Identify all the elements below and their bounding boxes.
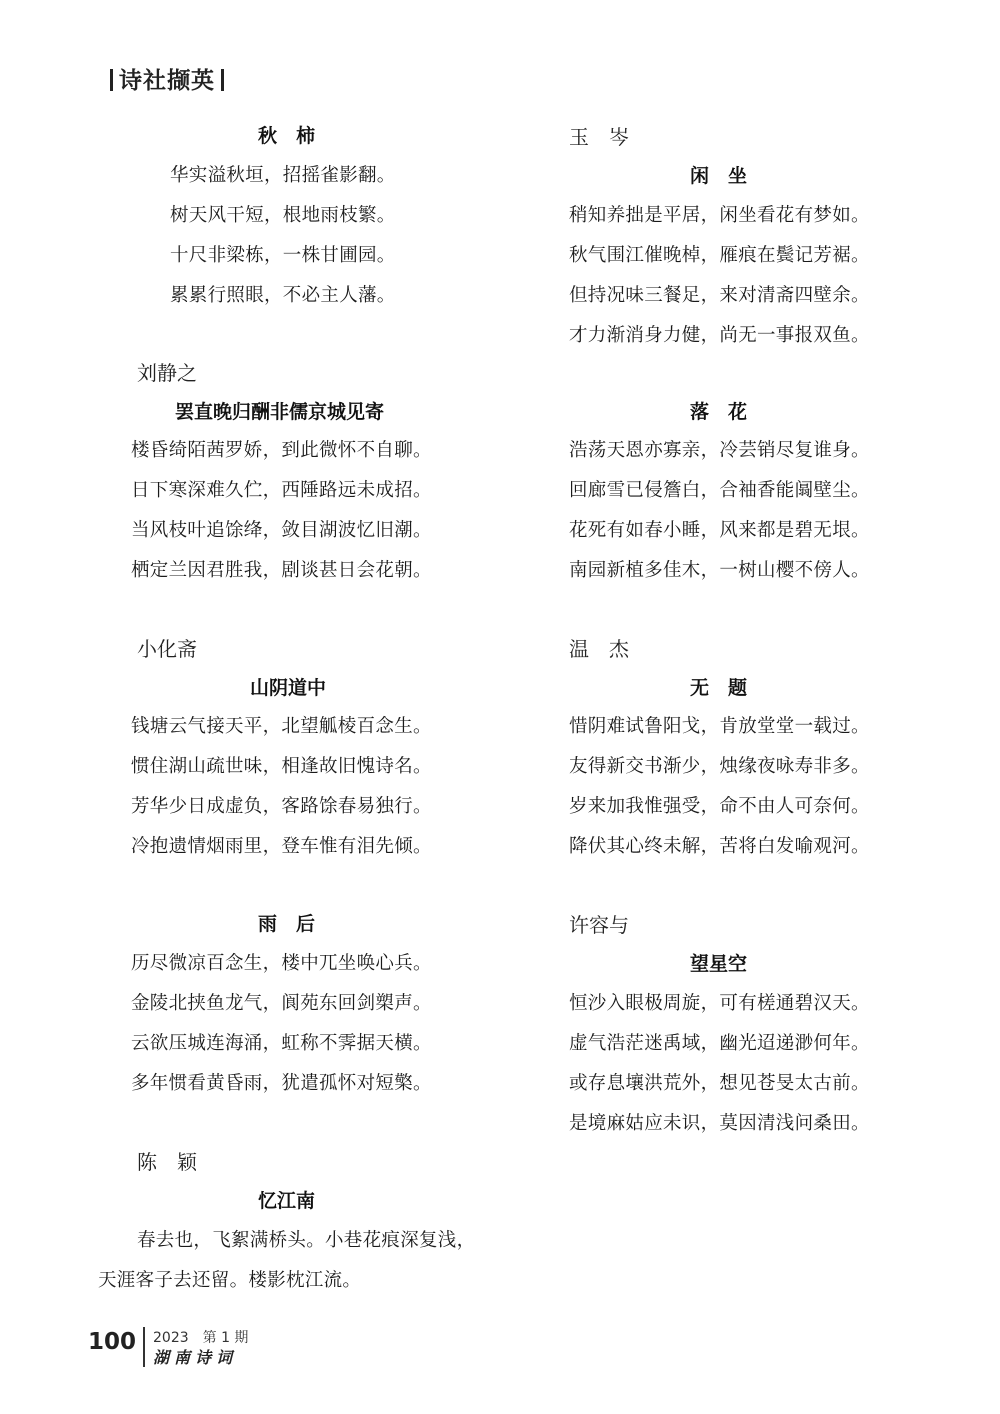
poem-title: 秋 柿 — [258, 125, 316, 147]
poem-line: 浩荡天恩亦寡亲，冷芸销尽复谁身。 — [569, 440, 870, 461]
poem-title: 罢直晚归酬非儒京城见寄 — [175, 401, 385, 423]
poem-author: 许容与 — [569, 913, 629, 937]
poem-title: 忆江南 — [258, 1190, 316, 1212]
poem-author: 温 杰 — [569, 637, 629, 661]
poem-line: 春去也，飞絮满桥头。小巷花痕深复浅， — [137, 1230, 476, 1251]
poem-line: 惯住湖山疏世味，相逢故旧愧诗名。 — [131, 756, 432, 777]
poem-line: 才力渐消身力健，尚无一事报双鱼。 — [569, 325, 870, 346]
poem-line: 楼昏绮陌茜罗娇，到此微怀不自聊。 — [131, 440, 432, 461]
poem-title: 山阴道中 — [250, 677, 327, 699]
poem-line: 或存息壤洪荒外，想见苍旻太古前。 — [569, 1073, 870, 1094]
section-title: 诗社撷英 — [119, 68, 215, 94]
poem-line: 栖定兰因君胜我，剧谈甚日会花朝。 — [131, 560, 432, 581]
poem-title: 望星空 — [690, 953, 748, 975]
poem-author: 陈 颖 — [137, 1150, 197, 1174]
poem-title: 雨 后 — [258, 913, 316, 935]
poem-line: 是境麻姑应未识，莫因清浅问桑田。 — [569, 1113, 870, 1134]
poem-line: 岁来加我惟强受，命不由人可奈何。 — [569, 796, 870, 817]
poem-line: 花死有如春小睡，风来都是碧无垠。 — [569, 520, 870, 541]
issue-label: 2023 第 1 期 — [153, 1330, 249, 1346]
poem-line: 但持况味三餐足，来对清斋四壁余。 — [569, 285, 870, 306]
footer-divider — [143, 1327, 145, 1367]
poem-title: 落 花 — [690, 401, 748, 423]
poem-line: 秋气围江催晚棹，雁痕在鬓记芳裾。 — [569, 245, 870, 266]
poem-line: 冷抱遗情烟雨里，登车惟有泪先倾。 — [131, 836, 432, 857]
poem-line: 多年惯看黄昏雨，犹遣孤怀对短檠。 — [131, 1073, 432, 1094]
poem-line: 天涯客子去还留。楼影枕江流。 — [98, 1270, 362, 1291]
poem-title: 无 题 — [690, 677, 748, 699]
poem-line: 稍知养拙是平居，闲坐看花有梦如。 — [569, 205, 870, 226]
poem-line: 历尽微凉百念生，楼中兀坐唤心兵。 — [131, 953, 432, 974]
poem-line: 树天风干短，根地雨枝繁。 — [170, 205, 396, 226]
poem-line: 友得新交书渐少，烛缘夜咏寿非多。 — [569, 756, 870, 777]
magazine-name: 湖南诗词 — [153, 1348, 238, 1367]
poem-author: 刘静之 — [137, 361, 197, 385]
poem-line: 华实溢秋垣，招摇雀影翻。 — [170, 165, 396, 186]
poem-line: 当风枝叶追馀绛，敛目湖波忆旧潮。 — [131, 520, 432, 541]
poem-line: 十尺非梁栋，一株甘圃园。 — [170, 245, 396, 266]
poem-line: 回廊雪已侵簷白，合袖香能阘壁尘。 — [569, 480, 870, 501]
poem-line: 虚气浩茫迷禹域，幽光迢递渺何年。 — [569, 1033, 870, 1054]
poem-line: 恒沙入眼极周旋，可有槎通碧汉天。 — [569, 993, 870, 1014]
poem-line: 云欲压城连海涌，虹称不霁据天横。 — [131, 1033, 432, 1054]
poem-title: 闲 坐 — [690, 165, 748, 187]
poem-line: 钱塘云气接天平，北望觚棱百念生。 — [131, 716, 432, 737]
poem-author: 玉 岑 — [569, 125, 629, 149]
poem-line: 芳华少日成虚负，客路馀春易独行。 — [131, 796, 432, 817]
poem-line: 日下寒深难久伫，西陲路远未成招。 — [131, 480, 432, 501]
page-number: 100 — [88, 1329, 137, 1355]
poem-line: 南园新植多佳木，一树山樱不傍人。 — [569, 560, 870, 581]
poem-line: 累累行照眼，不必主人藩。 — [170, 285, 396, 306]
poem-line: 惜阴难试鲁阳戈，肯放堂堂一载过。 — [569, 716, 870, 737]
poem-line: 金陵北挟鱼龙气，阆苑东回剑槊声。 — [131, 993, 432, 1014]
poem-author: 小化斋 — [137, 637, 197, 661]
poem-line: 降伏其心终未解，苦将白发喻观河。 — [569, 836, 870, 857]
